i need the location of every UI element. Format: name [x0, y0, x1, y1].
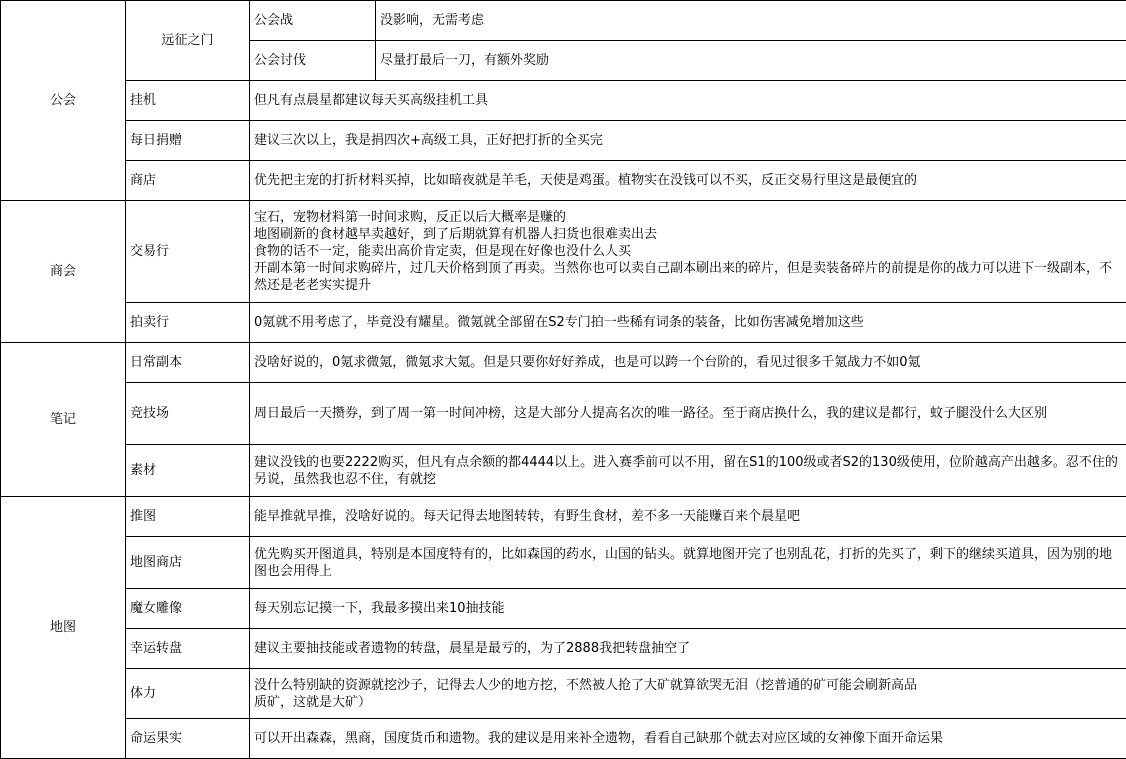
row-label-expedition: 远征之门 — [126, 1, 250, 81]
row-label-fate: 命运果实 — [126, 719, 250, 759]
row-desc-witch: 每天别忘记摸一下，我最多摸出来10抽技能 — [250, 589, 1126, 629]
row-label-guild-raid: 公会讨伐 — [250, 41, 376, 81]
row-label-idle: 挂机 — [126, 81, 250, 121]
row-label-stamina: 体力 — [126, 669, 250, 719]
row-desc-stamina: 没什么特别缺的资源就挖沙子，记得去人少的地方挖，不然被人抢了大矿就算欲哭无泪（挖普通的矿可能会刷新高品 质矿，这就是大矿） — [250, 669, 1126, 719]
table-row — [1, 383, 1126, 445]
category-trade: 商会 — [1, 201, 126, 343]
table-row — [1, 201, 1126, 303]
table-row — [1, 81, 1126, 121]
table-row — [1, 121, 1126, 161]
row-desc-arena: 周日最后一天攒券，到了周一第一时间冲榜，这是大部分人提高名次的唯一路径。至于商店换什么，我的建议是都行，蚊子腿没什么大区别 — [250, 383, 1126, 445]
table-row — [1, 303, 1126, 343]
row-label-exchange: 交易行 — [126, 201, 250, 303]
row-label-donate: 每日捐赠 — [126, 121, 250, 161]
table-row — [1, 343, 1126, 383]
row-desc-push: 能早推就早推，没啥好说的。每天记得去地图转转，有野生食材，差不多一天能赚百来个晨星吧 — [250, 497, 1126, 537]
row-label-wheel: 幸运转盘 — [126, 629, 250, 669]
table-row — [1, 445, 1126, 497]
table-row — [1, 161, 1126, 201]
row-label-daily-dungeon: 日常副本 — [126, 343, 250, 383]
row-desc-exchange: 宝石，宠物材料第一时间求购，反正以后大概率是赚的 地图刷新的食材越早卖越好，到了后期就算有机器人扫货也很难卖出去 食物的话不一定，能卖出高价肯定卖，但是现在好像也没什么人买 开副本第一时间求购碎片，过几天价格到顶了再卖。当然你也可以卖自己副本刷出来的碎片，但是卖装备碎片的前提是你的战力可以进下一级副本，不然还是老老实实提升 — [250, 201, 1126, 303]
category-notes: 笔记 — [1, 343, 126, 497]
row-desc-donate: 建议三次以上，我是捐四次+高级工具，正好把打折的全买完 — [250, 121, 1126, 161]
category-guild: 公会 — [1, 1, 126, 201]
category-map: 地图 — [1, 497, 126, 759]
row-desc-idle: 但凡有点晨星都建议每天买高级挂机工具 — [250, 81, 1126, 121]
row-desc-daily-dungeon: 没啥好说的，0氪求微氪，微氪求大氪。但是只要你好好养成，也是可以跨一个台阶的，看见过很多千氪战力不如0氪 — [250, 343, 1126, 383]
row-desc-fate: 可以开出森森，黑商，国度货币和遗物。我的建议是用来补全遗物，看看自己缺那个就去对应区域的女神像下面开命运果 — [250, 719, 1126, 759]
row-desc-materials: 建议没钱的也要2222购买，但凡有点余额的都4444以上。进入赛季前可以不用，留在S1的100级或者S2的130级使用，位阶越高产出越多。忍不住的另说，虽然我也忍不住，有就挖 — [250, 445, 1126, 497]
table-row — [1, 497, 1126, 537]
row-desc-shop: 优先把主宠的打折材料买掉，比如暗夜就是羊毛，天使是鸡蛋。植物实在没钱可以不买，反正交易行里这是最便宜的 — [250, 161, 1126, 201]
row-label-shop: 商店 — [126, 161, 250, 201]
table-row — [1, 629, 1126, 669]
table-row — [1, 589, 1126, 629]
row-label-auction: 拍卖行 — [126, 303, 250, 343]
row-desc-map-shop: 优先购买开图道具，特别是本国度特有的，比如森国的药水，山国的钻头。就算地图开完了也别乱花，打折的先买了，剩下的继续买道具，因为别的地图也会用得上 — [250, 537, 1126, 589]
row-label-witch: 魔女雕像 — [126, 589, 250, 629]
row-label-arena: 竞技场 — [126, 383, 250, 445]
table-row — [1, 669, 1126, 719]
row-desc-auction: 0氪就不用考虑了，毕竟没有耀星。微氪就全部留在S2专门拍一些稀有词条的装备，比如伤害减免增加这些 — [250, 303, 1126, 343]
row-label-guild-war: 公会战 — [250, 1, 376, 41]
row-desc-guild-war: 没影响，无需考虑 — [376, 1, 1126, 41]
row-desc-wheel: 建议主要抽技能或者遗物的转盘，晨星是最亏的，为了2888我把转盘抽空了 — [250, 629, 1126, 669]
row-desc-guild-raid: 尽量打最后一刀，有额外奖励 — [376, 41, 1126, 81]
row-label-materials: 素材 — [126, 445, 250, 497]
row-label-push: 推图 — [126, 497, 250, 537]
table-row — [1, 1, 1126, 41]
row-label-map-shop: 地图商店 — [126, 537, 250, 589]
table-row — [1, 537, 1126, 589]
table-row — [1, 719, 1126, 759]
